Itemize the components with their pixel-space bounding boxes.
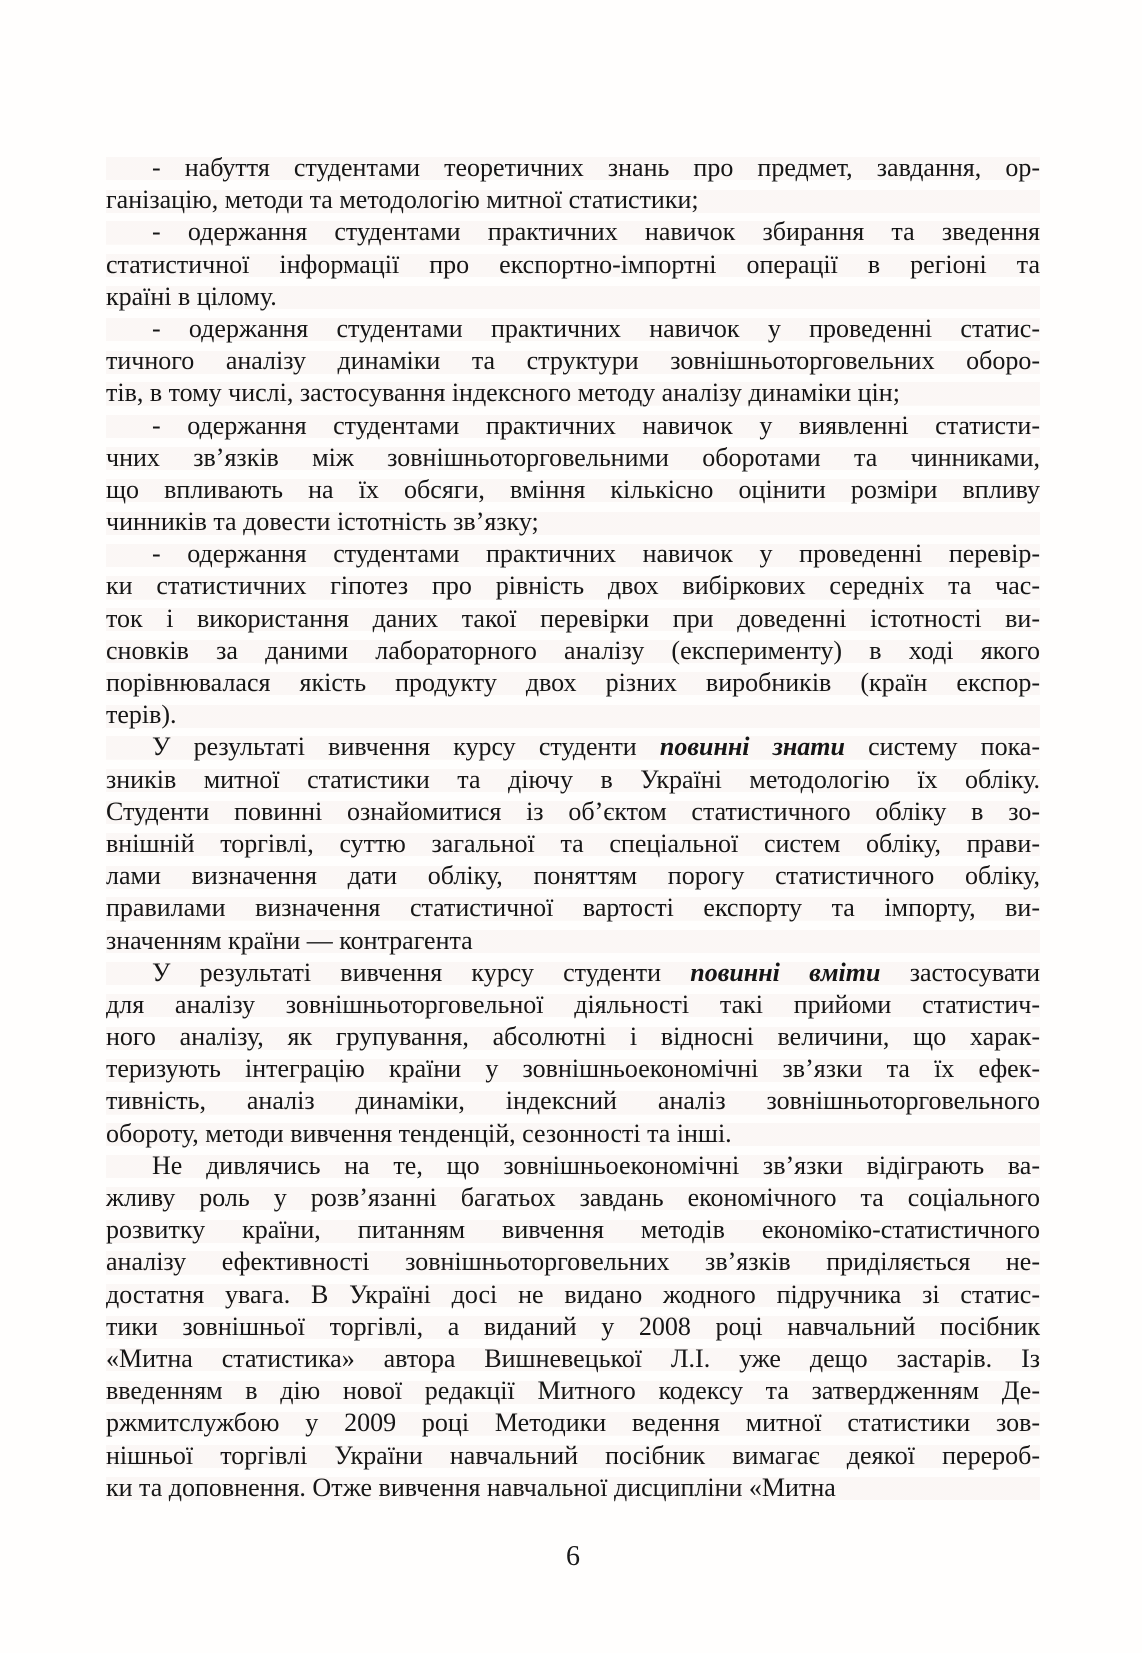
paragraph: [106, 152, 1040, 216]
text-line: чних зв’язків між зовнішньоторговельними оборотами та чинниками,: [106, 442, 1040, 474]
text-line: тивність, аналіз динаміки, індексний аналіз зовнішньоторговельного: [106, 1085, 1040, 1117]
text-line: ного аналізу, як групування, абсолютні і відносні величини, що харак-: [106, 1021, 1040, 1053]
text-line: - набуття студентами теоретичних знань про предмет, завдання, ор-: [106, 152, 1040, 184]
line-text: систему пока-: [844, 732, 1041, 762]
text-line: ржмитслужбою у 2009 році Методики ведення митної статистики зов-: [106, 1407, 1040, 1439]
text-line: ки статистичних гіпотез про рівність двох вибіркових середніх та час-: [106, 570, 1040, 602]
text-line: «Митна статистика» автора Вишневецької Л.І. уже дещо застарів. Із: [106, 1343, 1040, 1375]
text-line: Студенти повинні ознайомитися із об’єктом статистичного обліку в зо-: [106, 796, 1040, 828]
paragraph: [106, 313, 1040, 410]
text-line: зників митної статистики та діючу в Україні методологію їх обліку.: [106, 764, 1040, 796]
paragraph: [106, 957, 1040, 1150]
text-line: терів).: [106, 699, 1040, 731]
paragraph: [106, 216, 1040, 313]
text-line: нішньої торгівлі України навчальний посібник вимагає деякої перероб-: [106, 1440, 1040, 1472]
text-line: ганізацію, методи та методологію митної статистики;: [106, 184, 1040, 216]
emphasis-bold-italic: повинні знати: [659, 732, 845, 762]
paragraph: [106, 1150, 1040, 1504]
text-line: введенням в дію нової редакції Митного кодексу та затвердженням Де-: [106, 1375, 1040, 1407]
text-line: сновків за даними лабораторного аналізу (експерименту) в ході якого: [106, 635, 1040, 667]
text-line: - одержання студентами практичних навичок збирання та зведення: [106, 216, 1040, 248]
text-line: тів, в тому числі, застосування індексного методу аналізу динаміки цін;: [106, 377, 1040, 409]
text-line: внішній торгівлі, суттю загальної та спеціальної систем обліку, прави-: [106, 828, 1040, 860]
paragraph: [106, 538, 1040, 731]
text-line: значенням країни — контрагента: [106, 925, 1040, 957]
text-line: тики зовнішньої торгівлі, а виданий у 2008 році навчальний посібник: [106, 1311, 1040, 1343]
text-line: чинників та довести істотність зв’язку;: [106, 506, 1040, 538]
line-text: У результаті вивчення курсу студенти: [152, 957, 691, 987]
text-line: лами визначення дати обліку, поняттям порогу статистичного обліку,: [106, 860, 1040, 892]
text-line: правилами визначення статистичної вартості експорту та імпорту, ви-: [106, 892, 1040, 924]
text-line: - одержання студентами практичних навичок у проведенні перевір-: [106, 538, 1040, 570]
text-line: аналізу ефективності зовнішньоторговельних зв’язків приділяється не-: [106, 1246, 1040, 1278]
text-line: [106, 731, 1040, 763]
text-line: для аналізу зовнішньоторговельної діяльності такі прийоми статистич-: [106, 989, 1040, 1021]
text-line: порівнювалася якість продукту двох різних виробників (країн експор-: [106, 667, 1040, 699]
text-line: Не дивлячись на те, що зовнішньоекономічні зв’язки відіграють ва-: [106, 1150, 1040, 1182]
page-number: 6: [566, 1541, 580, 1572]
text-line: достатня увага. В Україні досі не видано жодного підручника зі статис-: [106, 1279, 1040, 1311]
text-line: - одержання студентами практичних навичок у виявленні статисти-: [106, 410, 1040, 442]
line-text: У результаті вивчення курсу студенти: [152, 732, 660, 762]
text-line: теризують інтеграцію країни у зовнішньоекономічні зв’язки та їх ефек-: [106, 1053, 1040, 1085]
paragraph: [106, 731, 1040, 956]
text-line: країні в цілому.: [106, 281, 1040, 313]
text-line: статистичної інформації про експортно-імпортні операції в регіоні та: [106, 249, 1040, 281]
text-line: що впливають на їх обсяги, вміння кількісно оцінити розміри впливу: [106, 474, 1040, 506]
paragraph: [106, 410, 1040, 539]
text-line: жливу роль у розв’язанні багатьох завдань економічного та соціального: [106, 1182, 1040, 1214]
text-line: ки та доповнення. Отже вивчення навчальної дисципліни «Митна: [106, 1472, 1040, 1504]
text-line: - одержання студентами практичних навичок у проведенні статис-: [106, 313, 1040, 345]
text-line: обороту, методи вивчення тенденцій, сезонності та інші.: [106, 1118, 1040, 1150]
body-text: [106, 152, 1040, 1504]
line-text: застосувати: [880, 957, 1041, 987]
emphasis-bold-italic: повинні вміти: [690, 957, 881, 987]
text-line: тичного аналізу динаміки та структури зовнішньоторговельних оборо-: [106, 345, 1040, 377]
text-line: ток і використання даних такої перевірки при доведенні істотності ви-: [106, 603, 1040, 635]
text-line: [106, 957, 1040, 989]
text-line: розвитку країни, питанням вивчення методів економіко-статистичного: [106, 1214, 1040, 1246]
